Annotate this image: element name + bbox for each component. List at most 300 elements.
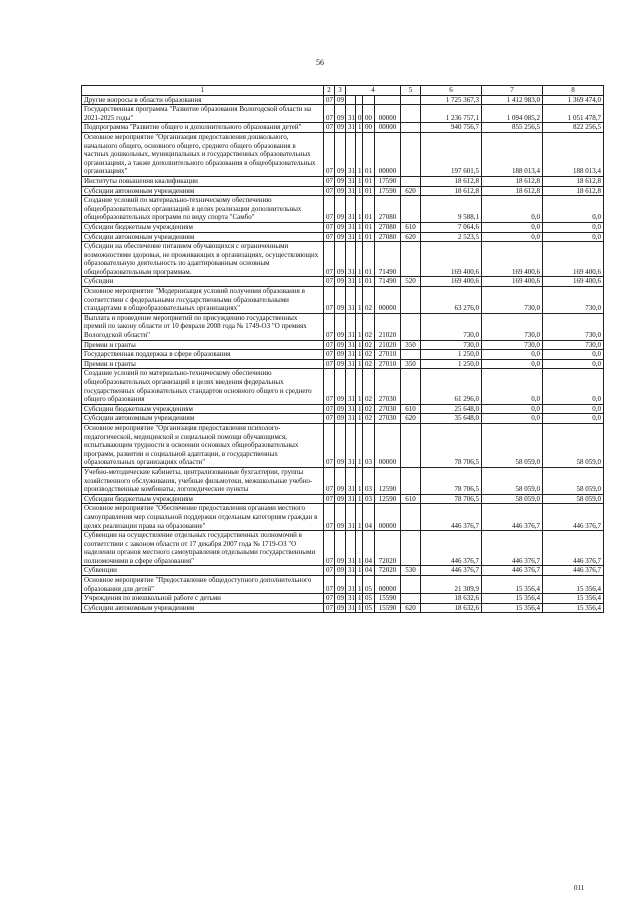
row-subprogram: 1 [356, 414, 363, 424]
row-subsection: 09 [335, 186, 346, 196]
row-subsection: 09 [335, 603, 346, 613]
row-direction: 17590 [375, 176, 401, 186]
row-program: 31 [346, 504, 356, 531]
row-name: Премии и гранты [82, 359, 324, 369]
row-amount-2021: 78 706,5 [421, 467, 482, 494]
row-direction: 21020 [375, 313, 401, 340]
row-subprogram: 1 [356, 176, 363, 186]
row-activity: 05 [363, 576, 375, 594]
row-direction: 15590 [375, 603, 401, 613]
row-subprogram: 1 [356, 494, 363, 504]
table-row [82, 132, 604, 176]
row-expense-type [401, 287, 421, 314]
row-subprogram: 1 [356, 359, 363, 369]
row-program: 31 [346, 603, 356, 613]
row-subsection: 09 [335, 242, 346, 277]
row-section: 07 [324, 277, 335, 287]
row-amount-2023: 446 376,7 [543, 504, 604, 531]
row-amount-2022: 1 094 085,2 [482, 105, 543, 123]
row-name: Субсидии автономным учреждениям [82, 414, 324, 424]
row-direction: 27030 [375, 414, 401, 424]
row-expense-type [401, 531, 421, 566]
row-amount-2021: 78 706,5 [421, 494, 482, 504]
row-amount-2023: 15 356,4 [543, 576, 604, 594]
row-section: 07 [324, 369, 335, 404]
table-row [82, 196, 604, 223]
row-amount-2021: 18 632,6 [421, 603, 482, 613]
row-subsection: 09 [335, 404, 346, 414]
row-activity: 01 [363, 132, 375, 176]
row-name: Другие вопросы в области образования [82, 95, 324, 105]
row-subprogram: 1 [356, 566, 363, 576]
row-section: 07 [324, 494, 335, 504]
table-row [82, 176, 604, 186]
row-name: Основное мероприятие "Организация предоставления дошкольного, начального общего, основного общего, среднего общего образования в частных дошкольных, муниципальных и государственных образовательных организациях, а также дополнительного образования в общеобразовательных организациях" [82, 132, 324, 176]
row-section: 07 [324, 566, 335, 576]
row-name: Основное мероприятие "Модернизация условий получения образования в соответствии с федеральными государственными образовательными стандартами в общеобразовательных организациях" [82, 287, 324, 314]
table-row [82, 105, 604, 123]
row-section: 07 [324, 359, 335, 369]
row-section: 07 [324, 242, 335, 277]
row-direction: 15590 [375, 594, 401, 604]
row-section: 07 [324, 340, 335, 350]
row-subsection: 09 [335, 176, 346, 186]
row-amount-2022: 446 376,7 [482, 566, 543, 576]
row-amount-2023: 0,0 [543, 222, 604, 232]
row-amount-2021: 169 400,6 [421, 242, 482, 277]
table-row [82, 494, 604, 504]
row-amount-2023: 15 356,4 [543, 594, 604, 604]
row-expense-type [401, 196, 421, 223]
row-amount-2022: 0,0 [482, 232, 543, 242]
row-expense-type: 620 [401, 603, 421, 613]
row-subsection: 09 [335, 196, 346, 223]
row-program: 31 [346, 576, 356, 594]
row-amount-2023: 0,0 [543, 414, 604, 424]
row-program: 31 [346, 404, 356, 414]
row-section: 07 [324, 423, 335, 467]
row-subprogram: 1 [356, 504, 363, 531]
footer-code: 011 [574, 884, 585, 892]
row-section: 07 [324, 603, 335, 613]
row-name: Субсидии на обеспечение питанием обучающихся с ограниченными возможностями здоровья, не проживающих в организациях, осуществляющих образовательную деятельность по адаптированным основным общеобразовательным программам. [82, 242, 324, 277]
row-section: 07 [324, 287, 335, 314]
row-expense-type: 610 [401, 494, 421, 504]
row-name: Создание условий по материально-техническому обеспечению общеобразовательных организаций в целях введения федеральных государственных образовательных стандартов основного общего и среднего общего образования [82, 369, 324, 404]
row-amount-2021: 35 648,0 [421, 414, 482, 424]
row-direction: 72020 [375, 566, 401, 576]
row-direction: 27010 [375, 350, 401, 360]
row-subprogram: 1 [356, 123, 363, 133]
row-amount-2022: 169 400,6 [482, 242, 543, 277]
row-program: 31 [346, 359, 356, 369]
row-subprogram: 1 [356, 277, 363, 287]
row-program: 31 [346, 132, 356, 176]
row-activity: 02 [363, 313, 375, 340]
row-subprogram: 1 [356, 594, 363, 604]
row-subsection: 09 [335, 359, 346, 369]
row-program: 31 [346, 467, 356, 494]
row-amount-2023: 0,0 [543, 196, 604, 223]
table-row [82, 313, 604, 340]
row-amount-2021: 446 376,7 [421, 504, 482, 531]
row-amount-2021: 197 601,5 [421, 132, 482, 176]
row-program: 31 [346, 313, 356, 340]
row-subprogram: 1 [356, 404, 363, 414]
row-subprogram: 1 [356, 467, 363, 494]
row-activity: 01 [363, 186, 375, 196]
budget-table [81, 85, 604, 613]
row-amount-2023: 18 612,8 [543, 176, 604, 186]
row-amount-2021: 1 250,0 [421, 359, 482, 369]
row-amount-2021: 18 612,8 [421, 186, 482, 196]
table-row [82, 287, 604, 314]
row-subprogram: 1 [356, 222, 363, 232]
row-amount-2022: 15 356,4 [482, 576, 543, 594]
row-program: 31 [346, 531, 356, 566]
row-direction: 27010 [375, 359, 401, 369]
row-subprogram: 1 [356, 350, 363, 360]
row-direction: 00000 [375, 123, 401, 133]
row-subprogram [356, 95, 363, 105]
row-program: 31 [346, 277, 356, 287]
row-activity: 04 [363, 531, 375, 566]
row-section: 07 [324, 594, 335, 604]
row-direction: 27080 [375, 232, 401, 242]
row-amount-2021: 940 756,7 [421, 123, 482, 133]
row-activity: 02 [363, 287, 375, 314]
row-expense-type [401, 123, 421, 133]
row-name: Премии и гранты [82, 340, 324, 350]
row-activity: 05 [363, 603, 375, 613]
row-direction: 00000 [375, 504, 401, 531]
row-direction: 12590 [375, 494, 401, 504]
row-amount-2021: 169 400,6 [421, 277, 482, 287]
row-section: 07 [324, 176, 335, 186]
row-amount-2023: 169 400,6 [543, 242, 604, 277]
row-subprogram: 1 [356, 369, 363, 404]
table-row [82, 414, 604, 424]
row-amount-2023: 58 059,0 [543, 467, 604, 494]
row-amount-2023: 0,0 [543, 350, 604, 360]
col-header-8: 8 [543, 86, 604, 96]
table-row [82, 594, 604, 604]
table-row [82, 369, 604, 404]
row-activity: 03 [363, 467, 375, 494]
row-section: 07 [324, 123, 335, 133]
row-name: Учебно-методические кабинеты, централизованные бухгалтерии, группы хозяйственного обслуживания, учебные фильмотеки, межшкольные учебно-производственные комбинаты, логопедические пункты [82, 467, 324, 494]
table-row [82, 222, 604, 232]
row-amount-2022: 0,0 [482, 222, 543, 232]
row-amount-2021: 7 064,6 [421, 222, 482, 232]
row-program: 31 [346, 566, 356, 576]
row-name: Подпрограмма "Развитие общего и дополнительного образования детей" [82, 123, 324, 133]
row-amount-2023: 18 612,8 [543, 186, 604, 196]
row-program: 31 [346, 494, 356, 504]
row-subprogram: 1 [356, 287, 363, 314]
col-header-3: 3 [335, 86, 346, 96]
row-amount-2023: 1 051 478,7 [543, 105, 604, 123]
table-row [82, 404, 604, 414]
row-name: Основное мероприятие "Предоставление общедоступного дополнительного образования для детей" [82, 576, 324, 594]
row-activity: 01 [363, 277, 375, 287]
row-amount-2023: 822 256,5 [543, 123, 604, 133]
row-expense-type: 350 [401, 340, 421, 350]
row-amount-2023: 0,0 [543, 359, 604, 369]
row-subsection: 09 [335, 566, 346, 576]
row-activity: 01 [363, 242, 375, 277]
row-program: 31 [346, 123, 356, 133]
row-section: 07 [324, 196, 335, 223]
row-direction: 00000 [375, 132, 401, 176]
row-section: 07 [324, 313, 335, 340]
row-amount-2021: 730,0 [421, 313, 482, 340]
row-subsection: 09 [335, 340, 346, 350]
row-program: 31 [346, 340, 356, 350]
row-expense-type [401, 350, 421, 360]
table-row [82, 531, 604, 566]
row-activity: 04 [363, 566, 375, 576]
row-subsection: 09 [335, 277, 346, 287]
table-row [82, 566, 604, 576]
row-amount-2021: 446 376,7 [421, 531, 482, 566]
row-subsection: 09 [335, 531, 346, 566]
row-subsection: 09 [335, 287, 346, 314]
row-subprogram: 1 [356, 423, 363, 467]
table-row [82, 576, 604, 594]
row-amount-2022: 58 059,0 [482, 423, 543, 467]
row-subprogram: 1 [356, 242, 363, 277]
row-expense-type: 610 [401, 222, 421, 232]
row-activity: 02 [363, 414, 375, 424]
row-direction: 27080 [375, 222, 401, 232]
row-amount-2023: 58 059,0 [543, 423, 604, 467]
row-amount-2023: 0,0 [543, 232, 604, 242]
row-expense-type: 520 [401, 277, 421, 287]
row-amount-2021: 2 523,5 [421, 232, 482, 242]
row-subsection: 09 [335, 105, 346, 123]
table-row [82, 242, 604, 277]
row-amount-2021: 78 706,5 [421, 423, 482, 467]
row-amount-2021: 730,0 [421, 340, 482, 350]
page-number: 56 [316, 58, 324, 67]
table-row [82, 186, 604, 196]
row-expense-type [401, 176, 421, 186]
table-row [82, 423, 604, 467]
row-expense-type [401, 504, 421, 531]
row-name: Субвенции [82, 566, 324, 576]
row-amount-2021: 1 236 757,1 [421, 105, 482, 123]
row-name: Субсидии автономным учреждениям [82, 232, 324, 242]
table-row [82, 340, 604, 350]
row-amount-2022: 1 412 983,0 [482, 95, 543, 105]
row-expense-type [401, 369, 421, 404]
row-program: 31 [346, 232, 356, 242]
row-direction: 27030 [375, 369, 401, 404]
row-activity: 03 [363, 423, 375, 467]
row-section: 07 [324, 576, 335, 594]
col-header-6: 6 [421, 86, 482, 96]
row-section: 07 [324, 232, 335, 242]
row-amount-2022: 0,0 [482, 404, 543, 414]
table-row [82, 603, 604, 613]
row-subsection: 09 [335, 123, 346, 133]
row-amount-2023: 1 369 474,0 [543, 95, 604, 105]
row-subsection: 09 [335, 504, 346, 531]
table-row [82, 359, 604, 369]
row-amount-2022: 169 400,6 [482, 277, 543, 287]
row-activity: 02 [363, 359, 375, 369]
row-activity: 05 [363, 594, 375, 604]
row-subsection: 09 [335, 95, 346, 105]
row-amount-2021: 9 588,1 [421, 196, 482, 223]
row-expense-type: 610 [401, 404, 421, 414]
row-activity: 04 [363, 504, 375, 531]
row-subsection: 09 [335, 594, 346, 604]
row-expense-type [401, 242, 421, 277]
row-amount-2023: 15 356,4 [543, 603, 604, 613]
row-amount-2022: 188 013,4 [482, 132, 543, 176]
row-subprogram: 1 [356, 531, 363, 566]
row-direction: 21020 [375, 340, 401, 350]
row-section: 07 [324, 350, 335, 360]
table-row [82, 350, 604, 360]
row-amount-2022: 58 059,0 [482, 494, 543, 504]
row-subprogram: 0 [356, 105, 363, 123]
row-amount-2022: 730,0 [482, 340, 543, 350]
row-activity: 02 [363, 404, 375, 414]
row-amount-2022: 0,0 [482, 359, 543, 369]
row-amount-2023: 188 013,4 [543, 132, 604, 176]
row-section: 07 [324, 95, 335, 105]
row-name: Субсидии автономным учреждениям [82, 603, 324, 613]
row-amount-2022: 730,0 [482, 313, 543, 340]
row-program [346, 95, 356, 105]
row-program: 31 [346, 186, 356, 196]
row-amount-2021: 18 612,8 [421, 176, 482, 186]
row-subprogram: 1 [356, 132, 363, 176]
row-amount-2022: 855 256,5 [482, 123, 543, 133]
row-subsection: 09 [335, 423, 346, 467]
row-expense-type [401, 132, 421, 176]
row-subprogram: 1 [356, 196, 363, 223]
row-subprogram: 1 [356, 340, 363, 350]
row-amount-2022: 0,0 [482, 369, 543, 404]
row-activity: 01 [363, 196, 375, 223]
row-amount-2023: 0,0 [543, 369, 604, 404]
table-row [82, 123, 604, 133]
row-amount-2022: 15 356,4 [482, 603, 543, 613]
row-expense-type: 350 [401, 359, 421, 369]
row-amount-2023: 446 376,7 [543, 531, 604, 566]
row-subprogram: 1 [356, 186, 363, 196]
row-subsection: 09 [335, 414, 346, 424]
row-activity: 00 [363, 105, 375, 123]
row-direction: 12590 [375, 467, 401, 494]
row-direction: 27030 [375, 404, 401, 414]
row-amount-2022: 446 376,7 [482, 504, 543, 531]
col-header-7: 7 [482, 86, 543, 96]
row-section: 07 [324, 222, 335, 232]
col-header-2: 2 [324, 86, 335, 96]
row-section: 07 [324, 186, 335, 196]
row-direction: 71490 [375, 277, 401, 287]
row-name: Субсидии [82, 277, 324, 287]
row-activity: 02 [363, 340, 375, 350]
row-amount-2021: 1 725 367,3 [421, 95, 482, 105]
row-section: 07 [324, 531, 335, 566]
row-amount-2021: 18 632,6 [421, 594, 482, 604]
row-amount-2021: 25 648,0 [421, 404, 482, 414]
row-direction: 72020 [375, 531, 401, 566]
row-amount-2023: 730,0 [543, 340, 604, 350]
row-subsection: 09 [335, 350, 346, 360]
row-expense-type: 530 [401, 566, 421, 576]
col-header-4: 4 [346, 86, 401, 96]
row-subsection: 09 [335, 313, 346, 340]
row-amount-2021: 21 309,9 [421, 576, 482, 594]
column-number-row [82, 86, 604, 96]
row-subprogram: 1 [356, 576, 363, 594]
row-subsection: 09 [335, 132, 346, 176]
row-program: 31 [346, 369, 356, 404]
row-program: 31 [346, 222, 356, 232]
row-expense-type [401, 594, 421, 604]
row-activity [363, 95, 375, 105]
row-section: 07 [324, 414, 335, 424]
row-direction: 00000 [375, 423, 401, 467]
row-name: Институты повышения квалификации [82, 176, 324, 186]
row-subsection: 09 [335, 576, 346, 594]
row-program: 31 [346, 594, 356, 604]
row-program: 31 [346, 242, 356, 277]
row-direction: 71490 [375, 242, 401, 277]
row-amount-2022: 15 356,4 [482, 594, 543, 604]
row-name: Субсидии бюджетным учреждениям [82, 494, 324, 504]
row-name: Основное мероприятие "Обеспечение предоставления органами местного самоуправления мер социальной поддержки отдельным категориям граждан в целях реализации права на образование" [82, 504, 324, 531]
row-subprogram: 1 [356, 232, 363, 242]
row-amount-2023: 730,0 [543, 287, 604, 314]
row-activity: 00 [363, 123, 375, 133]
row-amount-2021: 63 276,0 [421, 287, 482, 314]
row-name: Субсидии бюджетным учреждениям [82, 404, 324, 414]
col-header-5: 5 [401, 86, 421, 96]
row-amount-2022: 0,0 [482, 196, 543, 223]
row-direction: 00000 [375, 105, 401, 123]
row-activity: 03 [363, 494, 375, 504]
row-program: 31 [346, 196, 356, 223]
row-section: 07 [324, 404, 335, 414]
row-amount-2022: 446 376,7 [482, 531, 543, 566]
row-amount-2022: 18 612,8 [482, 186, 543, 196]
row-name: Субсидии бюджетным учреждениям [82, 222, 324, 232]
row-program: 31 [346, 423, 356, 467]
row-amount-2023: 446 376,7 [543, 566, 604, 576]
row-amount-2021: 446 376,7 [421, 566, 482, 576]
row-program: 31 [346, 287, 356, 314]
row-amount-2022: 730,0 [482, 287, 543, 314]
table-row [82, 232, 604, 242]
row-name: Выплата и проведение мероприятий по присуждению государственных премий по закону области от 10 февраля 2008 года № 1749-ОЗ "О премиях Вологодской области" [82, 313, 324, 340]
row-subsection: 09 [335, 494, 346, 504]
row-amount-2023: 169 400,6 [543, 277, 604, 287]
row-direction: 17590 [375, 186, 401, 196]
row-name: Учреждения по внешкольной работе с детьми [82, 594, 324, 604]
row-subprogram: 1 [356, 603, 363, 613]
row-expense-type [401, 95, 421, 105]
row-amount-2023: 0,0 [543, 404, 604, 414]
table-body [82, 95, 604, 613]
